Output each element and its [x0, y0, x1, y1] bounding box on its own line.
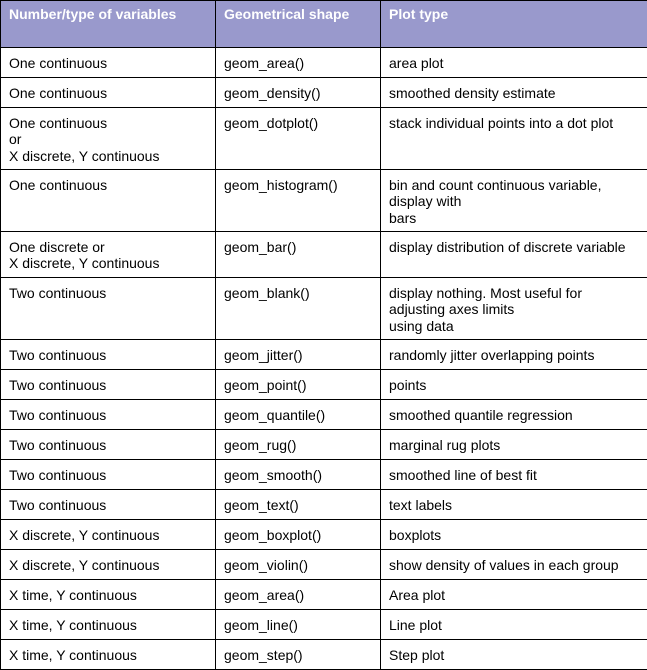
cell-geom: geom_dotplot() [216, 108, 381, 170]
cell-variables: Two continuous [1, 400, 216, 430]
table-row [1, 610, 647, 640]
table-header [1, 1, 647, 48]
table-row [1, 48, 647, 78]
cell-plot-type: boxplots [381, 520, 647, 550]
cell-geom: geom_smooth() [216, 460, 381, 490]
table-row [1, 460, 647, 490]
table-row [1, 520, 647, 550]
cell-plot-type: Step plot [381, 640, 647, 670]
cell-plot-type: Area plot [381, 580, 647, 610]
cell-geom: geom_text() [216, 490, 381, 520]
cell-plot-type: display nothing. Most useful for adjusting axes limits using data [381, 278, 647, 340]
table-row [1, 170, 647, 232]
table-row [1, 550, 647, 580]
cell-geom: geom_blank() [216, 278, 381, 340]
table-row [1, 430, 647, 460]
cell-variables: X time, Y continuous [1, 610, 216, 640]
table-row [1, 370, 647, 400]
cell-variables: X discrete, Y continuous [1, 520, 216, 550]
cell-variables: X discrete, Y continuous [1, 550, 216, 580]
header-plot-type: Plot type [381, 1, 647, 48]
header-row [1, 1, 647, 48]
table-row [1, 640, 647, 670]
header-geometrical-shape: Geometrical shape [216, 1, 381, 48]
table-row [1, 108, 647, 170]
cell-variables: One continuous or X discrete, Y continuous [1, 108, 216, 170]
cell-geom: geom_quantile() [216, 400, 381, 430]
cell-plot-type: smoothed line of best fit [381, 460, 647, 490]
cell-plot-type: Line plot [381, 610, 647, 640]
cell-geom: geom_area() [216, 580, 381, 610]
cell-geom: geom_line() [216, 610, 381, 640]
cell-variables: Two continuous [1, 370, 216, 400]
cell-plot-type: display distribution of discrete variable [381, 232, 647, 278]
table-row [1, 400, 647, 430]
cell-geom: geom_rug() [216, 430, 381, 460]
cell-geom: geom_bar() [216, 232, 381, 278]
cell-geom: geom_area() [216, 48, 381, 78]
cell-geom: geom_point() [216, 370, 381, 400]
cell-variables: Two continuous [1, 460, 216, 490]
table-row [1, 232, 647, 278]
cell-plot-type: smoothed quantile regression [381, 400, 647, 430]
cell-plot-type: show density of values in each group [381, 550, 647, 580]
cell-variables: One continuous [1, 78, 216, 108]
cell-geom: geom_density() [216, 78, 381, 108]
cell-plot-type: area plot [381, 48, 647, 78]
cell-plot-type: points [381, 370, 647, 400]
cell-variables: Two continuous [1, 490, 216, 520]
cell-variables: X time, Y continuous [1, 580, 216, 610]
cell-plot-type: stack individual points into a dot plot [381, 108, 647, 170]
cell-variables: One continuous [1, 170, 216, 232]
cell-variables: Two continuous [1, 340, 216, 370]
cell-variables: Two continuous [1, 278, 216, 340]
cell-variables: Two continuous [1, 430, 216, 460]
cell-variables: X time, Y continuous [1, 640, 216, 670]
table-row [1, 278, 647, 340]
cell-geom: geom_histogram() [216, 170, 381, 232]
table-row [1, 78, 647, 108]
header-variables: Number/type of variables [1, 1, 216, 48]
cell-variables: One discrete or X discrete, Y continuous [1, 232, 216, 278]
table-row [1, 340, 647, 370]
cell-plot-type: marginal rug plots [381, 430, 647, 460]
table-row [1, 490, 647, 520]
cell-geom: geom_boxplot() [216, 520, 381, 550]
cell-variables: One continuous [1, 48, 216, 78]
cell-plot-type: smoothed density estimate [381, 78, 647, 108]
cell-geom: geom_violin() [216, 550, 381, 580]
cell-plot-type: randomly jitter overlapping points [381, 340, 647, 370]
cell-geom: geom_jitter() [216, 340, 381, 370]
table-body [1, 48, 647, 670]
cell-plot-type: text labels [381, 490, 647, 520]
cell-geom: geom_step() [216, 640, 381, 670]
table-row [1, 580, 647, 610]
cell-plot-type: bin and count continuous variable, display with bars [381, 170, 647, 232]
